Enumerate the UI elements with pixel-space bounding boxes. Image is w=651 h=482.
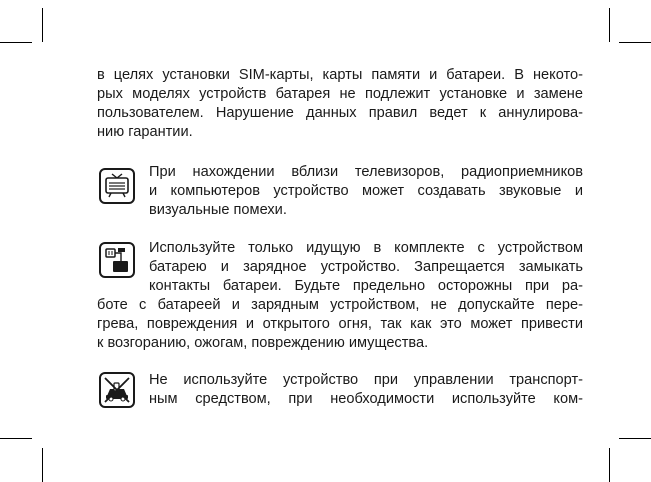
- crop-mark-bottom-right: [609, 448, 610, 482]
- text-line: в целях установки SIM-карты, карты памяти и батареи. В некото-: [97, 67, 583, 83]
- crop-mark-left-upper: [0, 42, 32, 43]
- text-line: нию гарантии.: [97, 124, 193, 140]
- text-line: контакты батареи. Будьте предельно осторожны при ра-: [149, 278, 583, 294]
- text-line: При нахождении вблизи телевизоров, радиоприемников: [149, 164, 583, 180]
- text-line: боте с батареей и зарядным устройством, не допускайте пере-: [97, 297, 583, 313]
- text-line: рых моделях устройств батарея не подлежит установке и замене: [97, 86, 583, 102]
- text-line: Не используйте устройство при управлении транспорт-: [149, 372, 583, 388]
- text-line: грева, повреждения и открытого огня, так как это может привести: [97, 316, 583, 332]
- text-line: Используйте только идущую в комплекте с устройством: [149, 240, 583, 256]
- text-line: пользователем. Нарушение данных правил ведет к аннулирова-: [97, 105, 583, 121]
- text-line: и компьютеров устройство может создавать звуковые и: [149, 183, 583, 199]
- no-phone-while-driving-icon: [99, 372, 135, 408]
- crop-mark-left-lower: [0, 438, 32, 439]
- crop-mark-right-lower: [619, 438, 651, 439]
- text-line: ным средством, при необходимости используйте ком-: [149, 391, 583, 407]
- text-line: батарею и зарядное устройство. Запрещается замыкать: [149, 259, 583, 275]
- crop-mark-bottom-left: [42, 448, 43, 482]
- text-line: визуальные помехи.: [149, 202, 287, 218]
- crop-mark-top-right: [609, 8, 610, 42]
- crop-mark-top-left: [42, 8, 43, 42]
- crop-mark-right-upper: [619, 42, 651, 43]
- tv-interference-icon: [99, 168, 135, 204]
- page-content: [97, 0, 583, 481]
- text-line: к возгоранию, ожогам, повреждению имущества.: [97, 335, 429, 351]
- battery-charger-icon: [99, 242, 135, 278]
